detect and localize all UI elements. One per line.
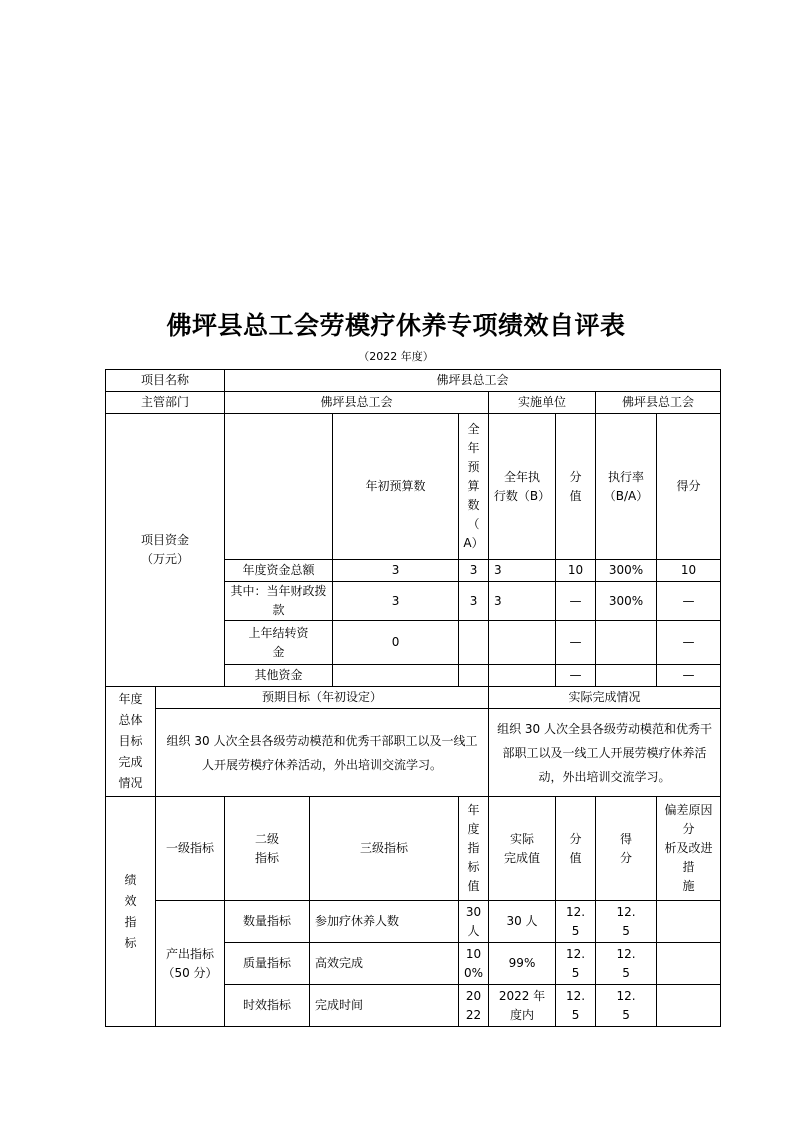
funds-row-initial: 3 xyxy=(333,582,459,621)
goals-actual-header: 实际完成情况 xyxy=(489,687,721,709)
unit-value: 佛坪县总工会 xyxy=(596,392,721,414)
funds-row-label: 上年结转资 金 xyxy=(225,621,333,665)
project-name-value: 佛坪县总工会 xyxy=(225,370,721,392)
ind-row-score: 12. 5 xyxy=(596,901,657,943)
ind-row-annual-value: 30 人 xyxy=(459,901,489,943)
ind-row-score-value: 12. 5 xyxy=(556,985,596,1027)
funds-row-label: 其中：当年财政拨款 xyxy=(225,582,333,621)
funds-row-score-value: 10 xyxy=(556,560,596,582)
funds-row-score: — xyxy=(657,582,721,621)
funds-row-score-value: — xyxy=(556,665,596,687)
project-name-label: 项目名称 xyxy=(106,370,225,392)
ind-row-level2: 时效指标 xyxy=(225,985,310,1027)
ind-header-level1: 一级指标 xyxy=(156,797,225,901)
document-subtitle: （2022 年度） xyxy=(358,350,434,363)
ind-header-level2: 二级 指标 xyxy=(225,797,310,901)
funds-row-initial: 0 xyxy=(333,621,459,665)
funds-header-score: 得分 xyxy=(657,414,721,560)
ind-row-level3: 完成时间 xyxy=(310,985,459,1027)
ind-row-level3: 高效完成 xyxy=(310,943,459,985)
ind-row-annual-value: 10 0% xyxy=(459,943,489,985)
funds-row-rate: 300% xyxy=(596,560,657,582)
funds-row-score: — xyxy=(657,621,721,665)
funds-row-annual xyxy=(459,621,489,665)
funds-row-annual xyxy=(459,665,489,687)
funds-row-rate xyxy=(596,665,657,687)
funds-row-score: 10 xyxy=(657,560,721,582)
ind-output-label: 产出指标 （50 分） xyxy=(156,901,225,1027)
ind-row-actual-value: 2022 年 度内 xyxy=(489,985,556,1027)
goals-actual-text: 组织 30 人次全县各级劳动模范和优秀干部职工以及一线工人开展劳模疗休养活动，外出培训交流学习。 xyxy=(489,709,721,797)
funds-row-score: — xyxy=(657,665,721,687)
ind-row-actual-value: 30 人 xyxy=(489,901,556,943)
indicators-label: 绩 效 指 标 xyxy=(106,797,156,1027)
ind-header-level3: 三级指标 xyxy=(310,797,459,901)
funds-row-score-value: — xyxy=(556,621,596,665)
funds-header-score-value: 分 值 xyxy=(556,414,596,560)
funds-header-initial: 年初预算数 xyxy=(333,414,459,560)
funds-header-blank xyxy=(225,414,333,560)
ind-header-annual-value: 年 度 指 标 值 xyxy=(459,797,489,901)
funds-row-label: 年度资金总额 xyxy=(225,560,333,582)
goals-expected-header: 预期目标（年初设定） xyxy=(156,687,489,709)
funds-row-executed: 3 xyxy=(489,560,556,582)
ind-row-deviation xyxy=(657,943,721,985)
ind-header-score: 得 分 xyxy=(596,797,657,901)
ind-row-annual-value: 20 22 xyxy=(459,985,489,1027)
ind-row-deviation xyxy=(657,985,721,1027)
document-title: 佛坪县总工会劳模疗休养专项绩效自评表 xyxy=(166,311,626,340)
ind-row-score-value: 12. 5 xyxy=(556,901,596,943)
unit-label: 实施单位 xyxy=(489,392,596,414)
ind-row-level3: 参加疗休养人数 xyxy=(310,901,459,943)
ind-header-deviation: 偏差原因分 析及改进措 施 xyxy=(657,797,721,901)
ind-row-level2: 数量指标 xyxy=(225,901,310,943)
funds-row-annual: 3 xyxy=(459,560,489,582)
funds-row-executed: 3 xyxy=(489,582,556,621)
ind-row-score-value: 12. 5 xyxy=(556,943,596,985)
funds-row-rate: 300% xyxy=(596,582,657,621)
funds-row-score-value: — xyxy=(556,582,596,621)
dept-label: 主管部门 xyxy=(106,392,225,414)
funds-row-rate xyxy=(596,621,657,665)
funds-row-initial: 3 xyxy=(333,560,459,582)
funds-row-executed xyxy=(489,665,556,687)
funds-header-annual: 全 年 预 算 数 （ A） xyxy=(459,414,489,560)
ind-row-score: 12. 5 xyxy=(596,943,657,985)
funds-row-label: 其他资金 xyxy=(225,665,333,687)
performance-table xyxy=(105,369,721,1027)
dept-value: 佛坪县总工会 xyxy=(225,392,489,414)
ind-row-actual-value: 99% xyxy=(489,943,556,985)
ind-row-level2: 质量指标 xyxy=(225,943,310,985)
goals-expected-text: 组织 30 人次全县各级劳动模范和优秀干部职工以及一线工人开展劳模疗休养活动，外出培训交流学习。 xyxy=(156,709,489,797)
ind-header-score-value: 分 值 xyxy=(556,797,596,901)
funds-label: 项目资金 （万元） xyxy=(106,414,225,687)
funds-header-rate: 执行率 （B/A） xyxy=(596,414,657,560)
funds-row-annual: 3 xyxy=(459,582,489,621)
goals-label: 年度 总体 目标 完成 情况 xyxy=(106,687,156,797)
funds-row-initial xyxy=(333,665,459,687)
funds-row-executed xyxy=(489,621,556,665)
ind-row-deviation xyxy=(657,901,721,943)
funds-header-executed: 全年执 行数（B） xyxy=(489,414,556,560)
ind-row-score: 12. 5 xyxy=(596,985,657,1027)
ind-header-actual-value: 实际 完成值 xyxy=(489,797,556,901)
